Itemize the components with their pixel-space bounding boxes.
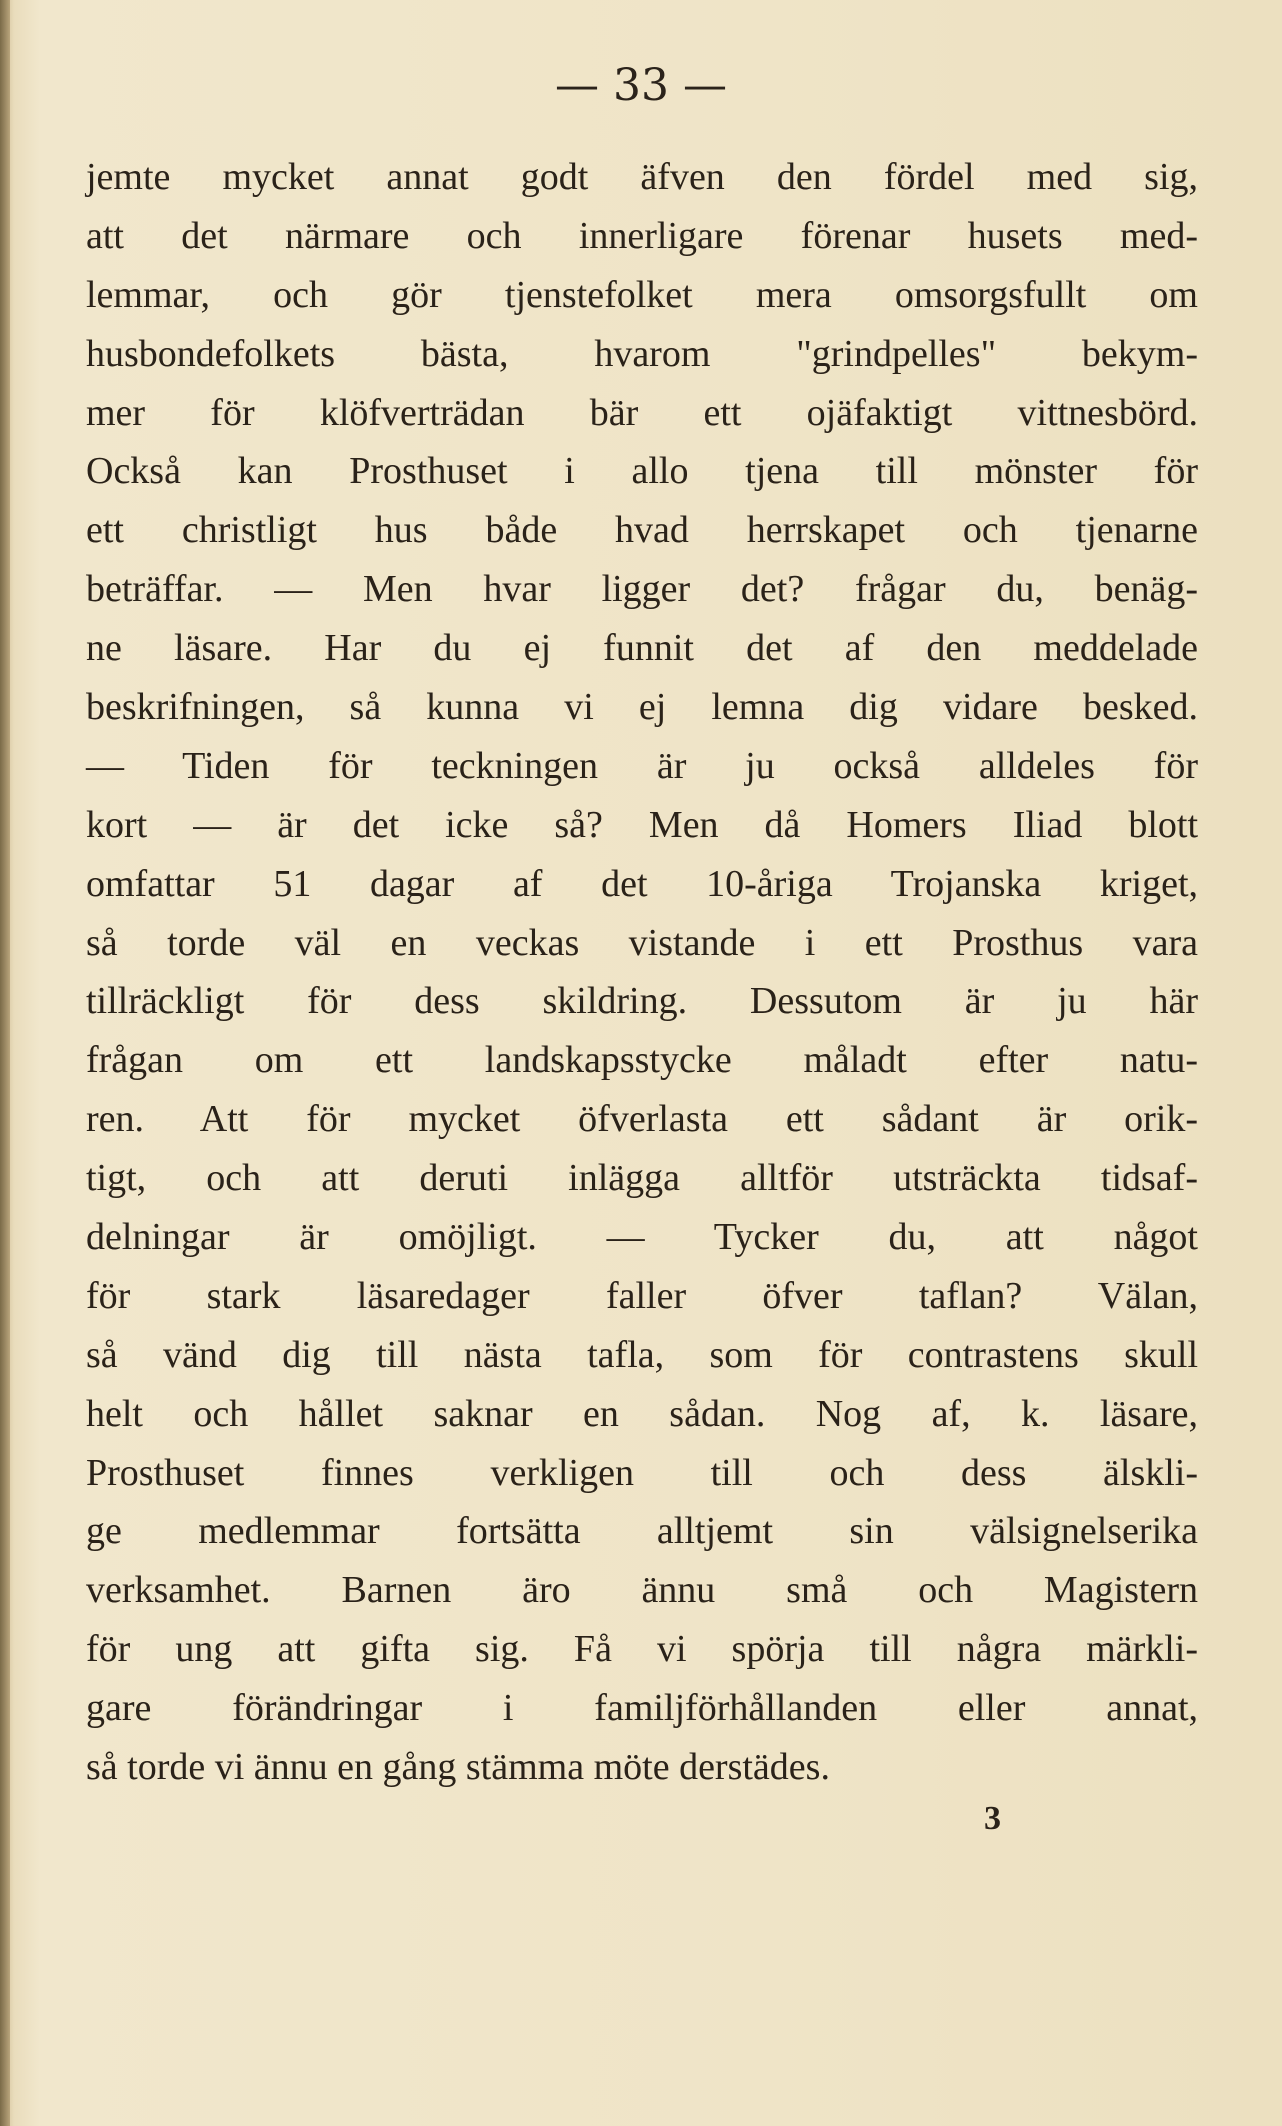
body-text <box>86 148 1198 1797</box>
text-line: Prosthuset finnes verkligen till och dess älskli- <box>86 1451 1198 1494</box>
text-line: ett christligt hus både hvad herrskapet och tjenarne <box>86 509 1198 552</box>
text-line: delningar är omöjligt. — Tycker du, att något <box>86 1216 1198 1259</box>
page-number: — 33 — <box>555 60 727 111</box>
text-line: mer för klöfverträdan bär ett ojäfaktigt vittnesbörd. <box>86 391 1198 434</box>
text-line: lemmar, och gör tjenstefolket mera omsorgsfullt om <box>86 273 1198 316</box>
text-line: frågan om ett landskapsstycke måladt efter natu- <box>86 1039 1198 1082</box>
signature-mark: 3 <box>984 1800 1001 1837</box>
text-line: tigt, och att deruti inlägga alltför utsträckta tidsaf- <box>86 1157 1198 1200</box>
text-line: omfattar 51 dagar af det 10-åriga Trojanska kriget, <box>86 862 1198 905</box>
text-line: att det närmare och innerligare förenar husets med- <box>86 214 1198 257</box>
text-line: beskrifningen, så kunna vi ej lemna dig vidare besked. <box>86 686 1198 729</box>
text-line: tillräckligt för dess skildring. Dessutom är ju här <box>86 980 1198 1023</box>
text-line: jemte mycket annat godt äfven den fördel med sig, <box>86 156 1198 198</box>
text-line: ne läsare. Har du ej funnit det af den meddelade <box>86 627 1198 670</box>
text-line: husbondefolkets bästa, hvarom "grindpelles" bekym- <box>86 332 1198 375</box>
text-line: helt och hållet saknar en sådan. Nog af, k. läsare, <box>86 1392 1198 1435</box>
text-line: för stark läsaredager faller öfver taflan? Välan, <box>86 1274 1198 1317</box>
text-line: så torde vi ännu en gång stämma möte derstädes. <box>86 1746 830 1789</box>
text-line: så torde väl en veckas vistande i ett Prosthus vara <box>86 921 1198 964</box>
text-line: verksamhet. Barnen äro ännu små och Magistern <box>86 1569 1198 1612</box>
text-line: — Tiden för teckningen är ju också alldeles för <box>86 744 1198 787</box>
text-line: ge medlemmar fortsätta alltjemt sin välsignelserika <box>86 1510 1198 1553</box>
text-line: för ung att gifta sig. Få vi spörja till några märkli- <box>86 1628 1198 1671</box>
page-spine-edge <box>0 0 10 2126</box>
text-line: så vänd dig till nästa tafla, som för contrastens skull <box>86 1333 1198 1376</box>
text-line: Också kan Prosthuset i allo tjena till mönster för <box>86 450 1198 493</box>
text-line: gare förändringar i familjförhållanden eller annat, <box>86 1687 1198 1730</box>
text-line: beträffar. — Men hvar ligger det? frågar du, benäg- <box>86 568 1198 611</box>
text-line: ren. Att för mycket öfverlasta ett sådant är orik- <box>86 1098 1198 1141</box>
text-line: kort — är det icke så? Men då Homers Iliad blott <box>86 803 1198 846</box>
